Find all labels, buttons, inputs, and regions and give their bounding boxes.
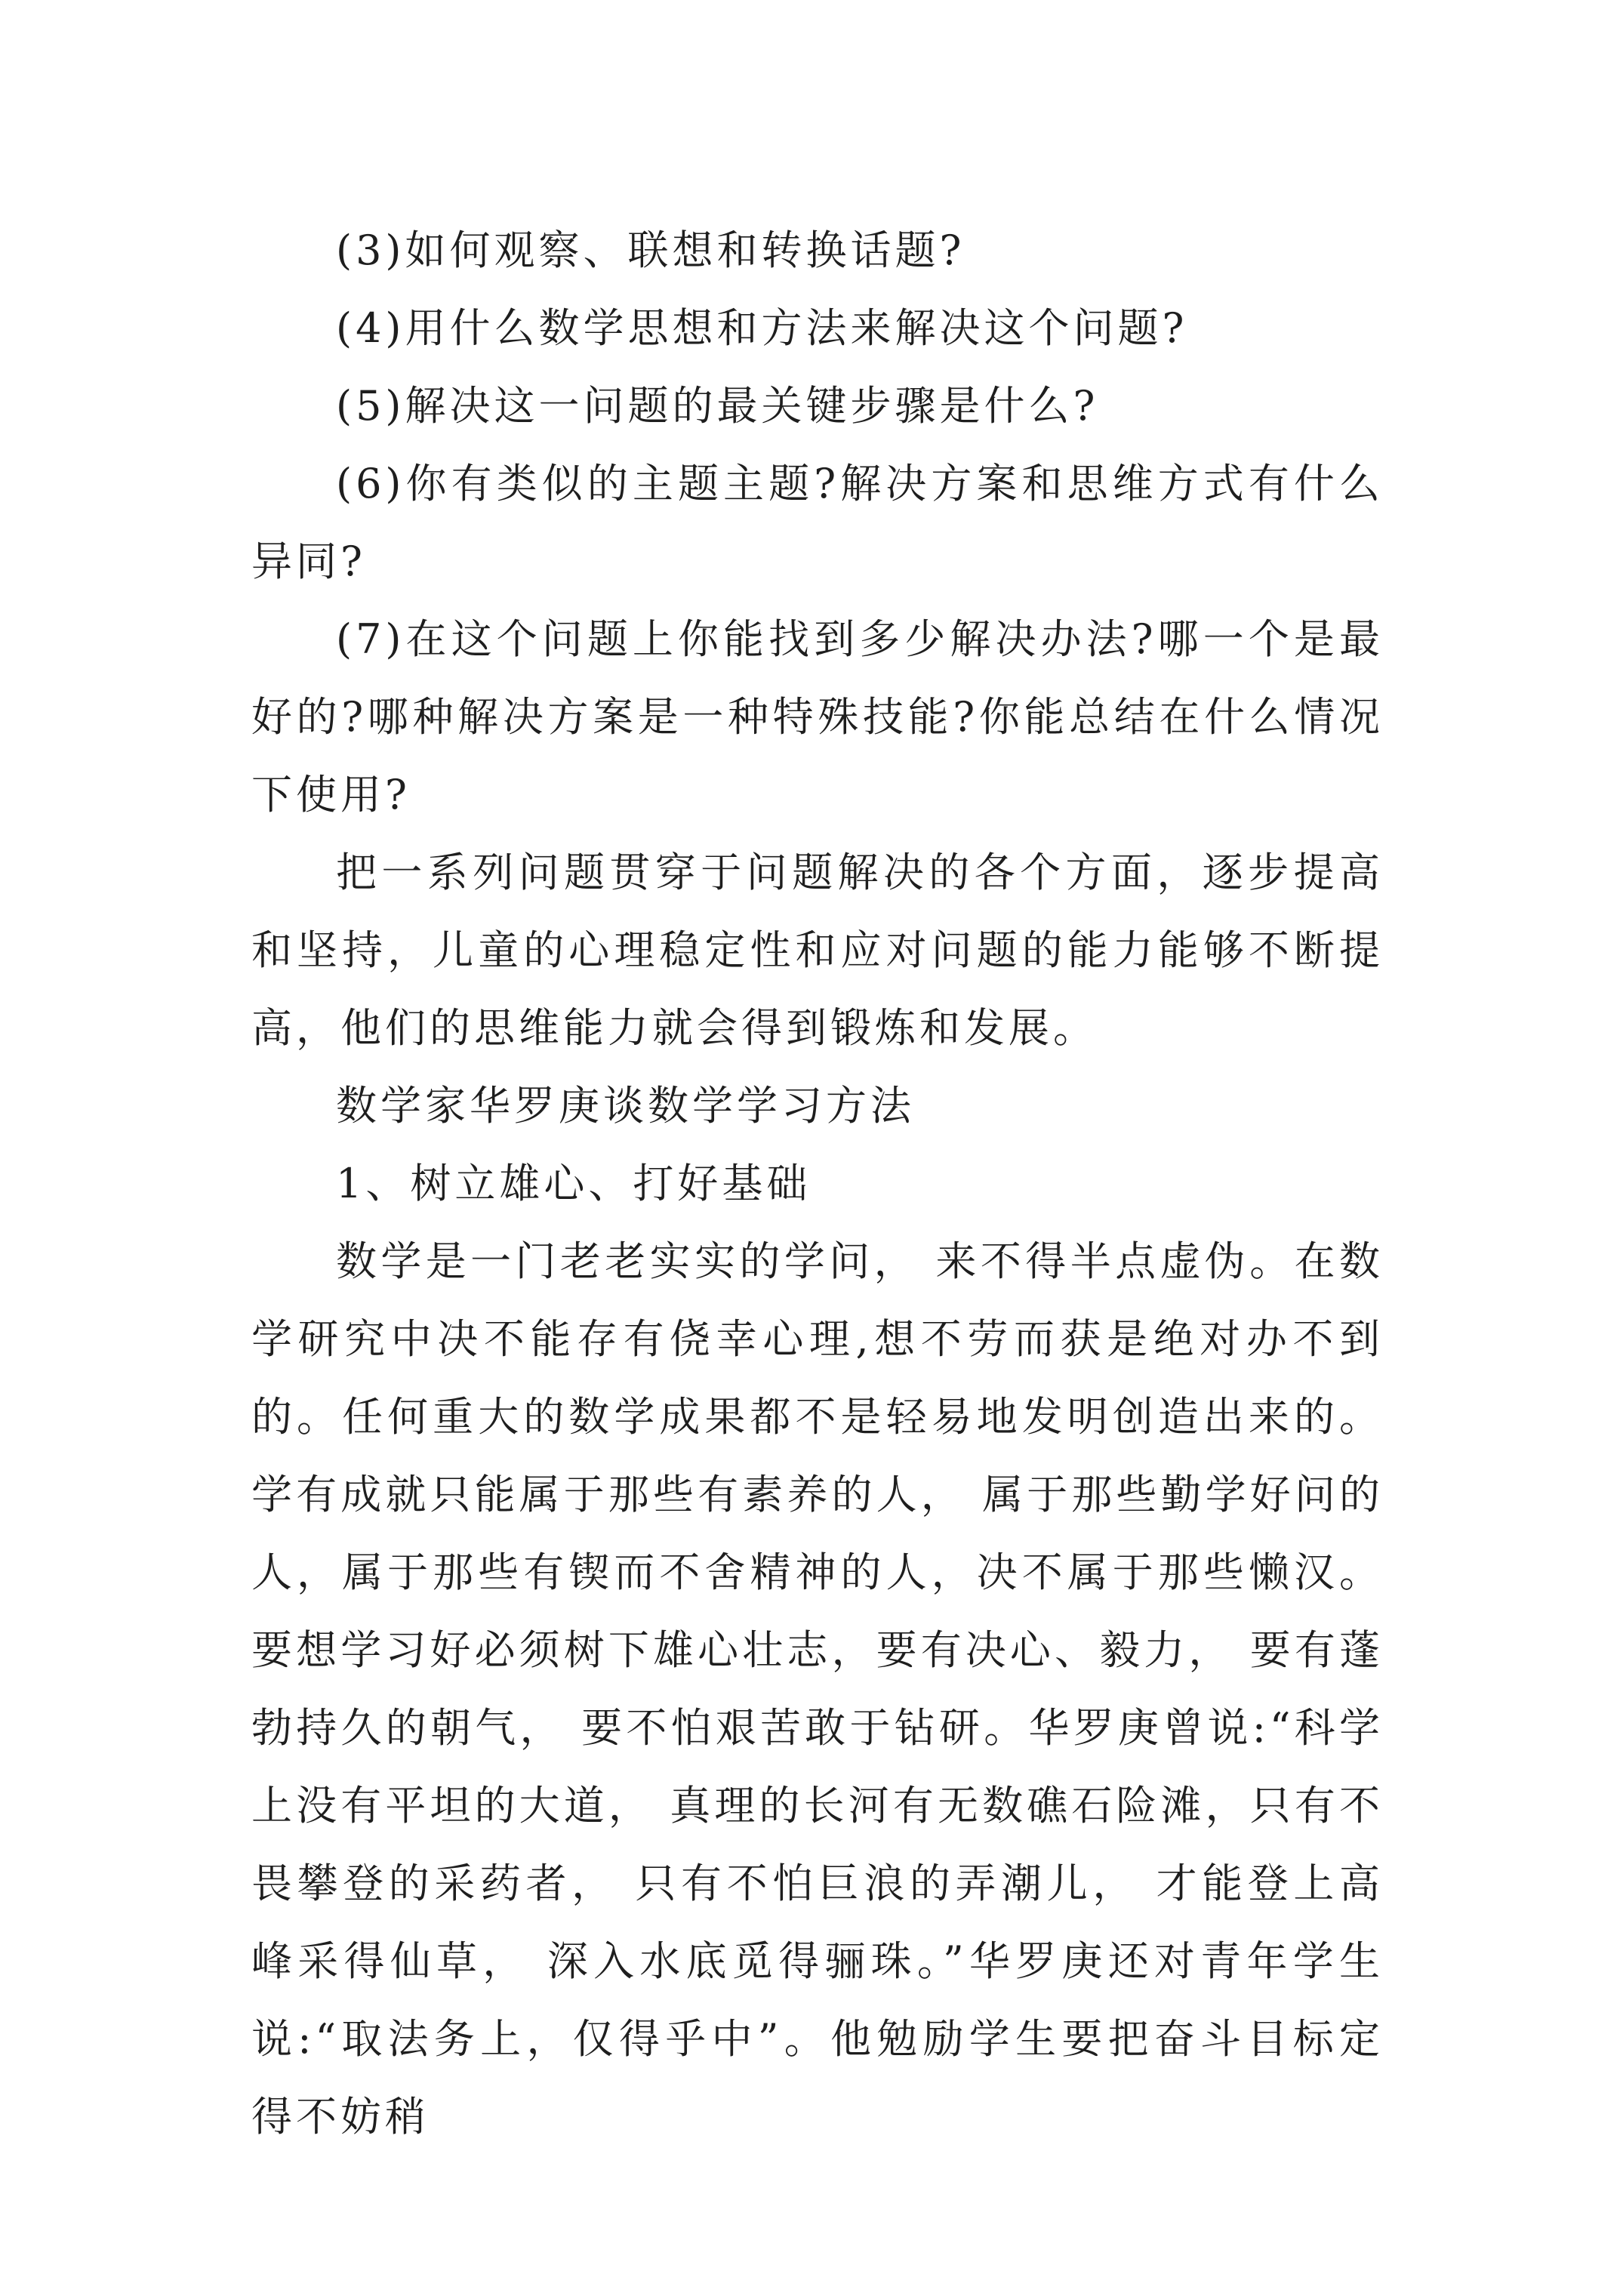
subsection-heading: 1、树立雄心、打好基础: [336, 1160, 812, 1207]
document-body: [251, 211, 1384, 2156]
question-3: (3)如何观察、联想和转换话题?: [336, 227, 965, 274]
section-title: 数学家华罗庚谈数学学习方法: [336, 1082, 915, 1130]
question-6: (6)你有类似的主题主题?解决方案和思维方式有什么异同?: [251, 460, 1384, 585]
question-7: (7)在这个问题上你能找到多少解决办法?哪一个是最好的?哪种解决方案是一种特殊技能?你能总结在什么情况下使用?: [251, 615, 1384, 818]
question-4: (4)用什么数学思想和方法来解决这个问题?: [336, 304, 1188, 352]
question-5: (5)解决这一问题的最关键步骤是什么?: [336, 382, 1099, 430]
summary-paragraph: 把一系列问题贯穿于问题解决的各个方面，逐步提高和坚持，儿童的心理稳定性和应对问题的能力能够不断提高，他们的思维能力就会得到锻炼和发展。: [251, 849, 1384, 1052]
body-paragraph: 数学是一门老老实实的学问， 来不得半点虚伪。在数学研究中决不能存有侥幸心理,想不劳而获是绝对办不到的。任何重大的数学成果都不是轻易地发明创造出来的。学有成就只能属于那些有素养的人， 属于那些勤学好问的人，属于那些有锲而不舍精神的人，决不属于那些懒汉。要想学习好必须树下雄心壮志，要有决心、毅力， 要有蓬勃持久的朝气， 要不怕艰苦敢于钻研。华罗庚曾说:“科学上没有平坦的大道， 真理的长河有无数礁石险滩，只有不畏攀登的采药者， 只有不怕巨浪的弄潮儿， 才能登上高峰采得仙草， 深入水底觅得骊珠。”华罗庚还对青年学生说:“取法务上，仅得乎中”。他勉励学生要把奋斗目标定得不妨稍: [251, 1237, 1384, 2140]
